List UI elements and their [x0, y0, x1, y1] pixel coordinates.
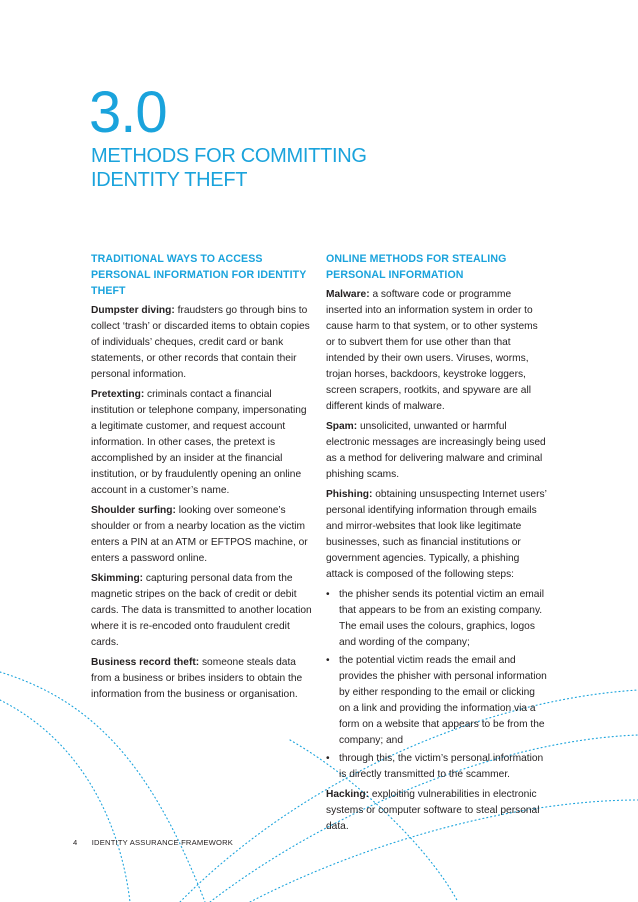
definition-text: unsolicited, unwanted or harmful electronic messages are increasingly being used as a method for delivering malware and criminal phishing scams.	[326, 421, 546, 480]
bullet-icon: •	[326, 589, 330, 600]
definition-text: looking over someone’s shoulder or from a nearby location as the victim enters a PIN at an ATM or EFTPOS machine, or enters a password online.	[91, 505, 308, 564]
page-footer	[73, 838, 233, 847]
definition-text: obtaining unsuspecting Internet users’ personal identifying information through emails and mirror-websites that look like legitimate businesses, such as financial institutions or government agencies. Typically, a phishing attack is composed of the following steps:	[326, 489, 547, 580]
definition-text: someone steals data from a business or bribes insiders to obtain the information from the business or organisation.	[91, 657, 303, 700]
definition-pretexting	[91, 387, 313, 499]
left-column-heading: TRADITIONAL WAYS TO ACCESS PERSONAL INFORMATION FOR IDENTITY THEFT	[91, 253, 307, 297]
section-number: 3.0	[89, 80, 167, 145]
definition-text: a software code or programme inserted into an information system in order to cause harm to that system, or to other systems or to subvert them for use other than that intended by their own users. Viruses, worms, trojan horses, backdoors, keystroke loggers, screen scrapers, rootkits, and spyware are all different kinds of malware.	[326, 289, 538, 412]
definition-term: Pretexting:	[91, 389, 145, 400]
definition-term: Hacking:	[326, 789, 370, 800]
definition-dumpster-diving	[91, 303, 313, 383]
list-item-text: the phisher sends its potential victim an email that appears to be from an existing company. The email uses the colours, graphics, logos and wording of the company;	[339, 589, 544, 648]
phishing-steps-list	[326, 587, 548, 783]
definition-term: Skimming:	[91, 573, 144, 584]
list-item	[326, 587, 548, 651]
definition-phishing	[326, 487, 548, 583]
definition-shoulder-surfing	[91, 503, 313, 567]
bullet-icon: •	[326, 753, 330, 764]
definition-term: Spam:	[326, 421, 358, 432]
definition-term: Business record theft:	[91, 657, 200, 668]
page-number: 4	[73, 838, 78, 847]
left-column	[91, 251, 313, 707]
definition-text: criminals contact a financial institution or telephone company, impersonating a legitimate customer, and request account information. In other cases, the pretext is accomplished by an insider at the financial institution, or by fraudulently opening an online account in a customer’s name.	[91, 389, 307, 496]
right-column-heading: ONLINE METHODS FOR STEALING PERSONAL INFORMATION	[326, 253, 507, 281]
definition-hacking	[326, 787, 548, 835]
definition-spam	[326, 419, 548, 483]
list-item-text: through this, the victim’s personal information is directly transmitted to the scammer.	[339, 753, 544, 780]
section-title: METHODS FOR COMMITTING IDENTITY THEFT	[91, 145, 367, 191]
definition-term: Phishing:	[326, 489, 373, 500]
list-item-text: the potential victim reads the email and provides the phisher with personal information by either responding to the email or clicking on a link and providing the information via a form on a website that appears to be from the company; and	[339, 655, 547, 746]
definition-text: exploiting vulnerabilities in electronic systems or computer software to steal personal data.	[326, 789, 540, 832]
footer-label: IDENTITY ASSURANCE FRAMEWORK	[91, 838, 234, 847]
list-item	[326, 751, 548, 783]
definition-term: Shoulder surfing:	[91, 505, 176, 516]
definition-skimming	[91, 571, 313, 651]
right-column	[326, 251, 548, 839]
definition-term: Malware:	[326, 289, 370, 300]
definition-business-record-theft	[91, 655, 313, 703]
list-item	[326, 653, 548, 749]
definition-text: fraudsters go through bins to collect ‘trash’ or discarded items to obtain copies of individuals’ cheques, credit card or bank statements, or other records that contain their personal information.	[91, 305, 310, 380]
definition-term: Dumpster diving:	[91, 305, 175, 316]
definition-text: capturing personal data from the magnetic stripes on the back of credit or debit cards. The data is transmitted to another location where it is re-encoded onto fraudulent credit cards.	[91, 573, 312, 648]
bullet-icon: •	[326, 655, 330, 666]
definition-malware	[326, 287, 548, 415]
